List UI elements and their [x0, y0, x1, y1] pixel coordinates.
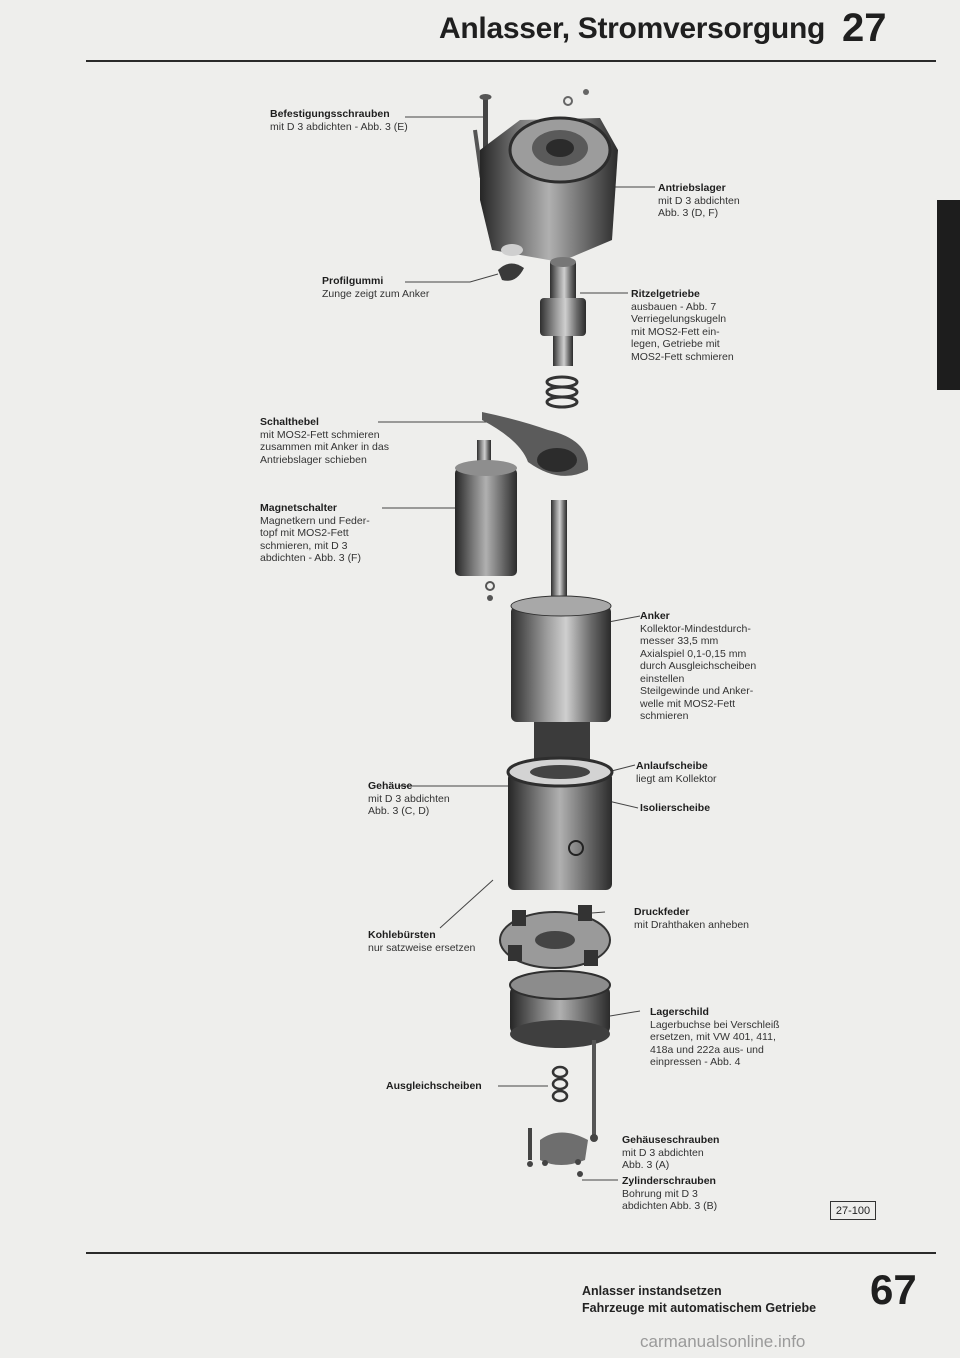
solenoid	[455, 440, 517, 601]
armature	[511, 500, 611, 776]
label-anlaufscheibe: Anlaufscheibe liegt am Kollektor	[636, 760, 717, 785]
label-befestigungsschrauben: Befestigungsschrauben mit D 3 abdichten - Abb. 3 (E)	[270, 108, 408, 133]
yoke-housing	[508, 758, 612, 890]
shims	[553, 1067, 567, 1101]
label-gehaeuseschrauben: Gehäuseschrauben mit D 3 abdichten Abb. 3 (A)	[622, 1134, 720, 1171]
label-antriebslager: Antriebslager mit D 3 abdichten Abb. 3 (D, F)	[658, 182, 740, 219]
label-ausgleichscheiben: Ausgleichscheiben	[386, 1080, 482, 1092]
section-number: 27	[842, 6, 887, 50]
figure-id-box: 27-100	[830, 1201, 876, 1220]
bearing-cap	[527, 1128, 588, 1177]
label-schalthebel: Schalthebel mit MOS2-Fett schmieren zusammen mit Anker in das Antriebslager schieben	[260, 416, 389, 466]
watermark: carmanualsonline.info	[640, 1332, 806, 1351]
page-title: Anlasser, Stromversorgung	[439, 12, 825, 45]
pinion-drive	[540, 257, 586, 366]
housing-bolts	[590, 1040, 598, 1142]
end-cover	[510, 971, 610, 1048]
footer-line-2: Fahrzeuge mit automatischem Getriebe	[582, 1301, 817, 1315]
label-anker: Anker Kollektor-Mindestdurch- messer 33,5 mm Axialspiel 0,1-0,15 mm durch Ausgleichscheiben einstellen Steilgewinde und Anker- welle mit MOS2-Fett schmieren	[640, 610, 757, 722]
brush-holder	[500, 905, 610, 968]
label-magnetschalter: Magnetschalter Magnetkern und Feder- topf mit MOS2-Fett schmieren, mit D 3 abdichten - Abb. 3 (F)	[260, 502, 370, 564]
label-kohlebuersten: Kohlebürsten nur satzweise ersetzen	[368, 929, 476, 954]
page-number: 67	[870, 1266, 917, 1313]
label-zylinderschrauben: Zylinderschrauben Bohrung mit D 3 abdichten Abb. 3 (B)	[622, 1175, 718, 1212]
label-druckfeder: Druckfeder mit Drahthaken anheben	[634, 906, 749, 931]
label-isolierscheibe: Isolierscheibe	[640, 802, 711, 814]
label-profilgummi: Profilgummi Zunge zeigt zum Anker	[322, 275, 430, 300]
drive-bearing-housing	[480, 118, 618, 262]
footer-rule	[86, 1252, 936, 1254]
label-lagerschild: Lagerschild Lagerbuchse bei Verschleiß ersetzen, mit VW 401, 411, 418a und 222a aus- und einpressen - Abb. 4	[650, 1006, 780, 1068]
label-gehaeuse: Gehäuse mit D 3 abdichten Abb. 3 (C, D)	[368, 780, 450, 817]
footer-line-1: Anlasser instandsetzen	[582, 1284, 722, 1298]
label-ritzelgetriebe: Ritzelgetriebe ausbauen - Abb. 7 Verriegelungskugeln mit MOS2-Fett ein- legen, Getriebe mit MOS2-Fett schmieren	[631, 288, 734, 363]
spring	[547, 377, 577, 407]
